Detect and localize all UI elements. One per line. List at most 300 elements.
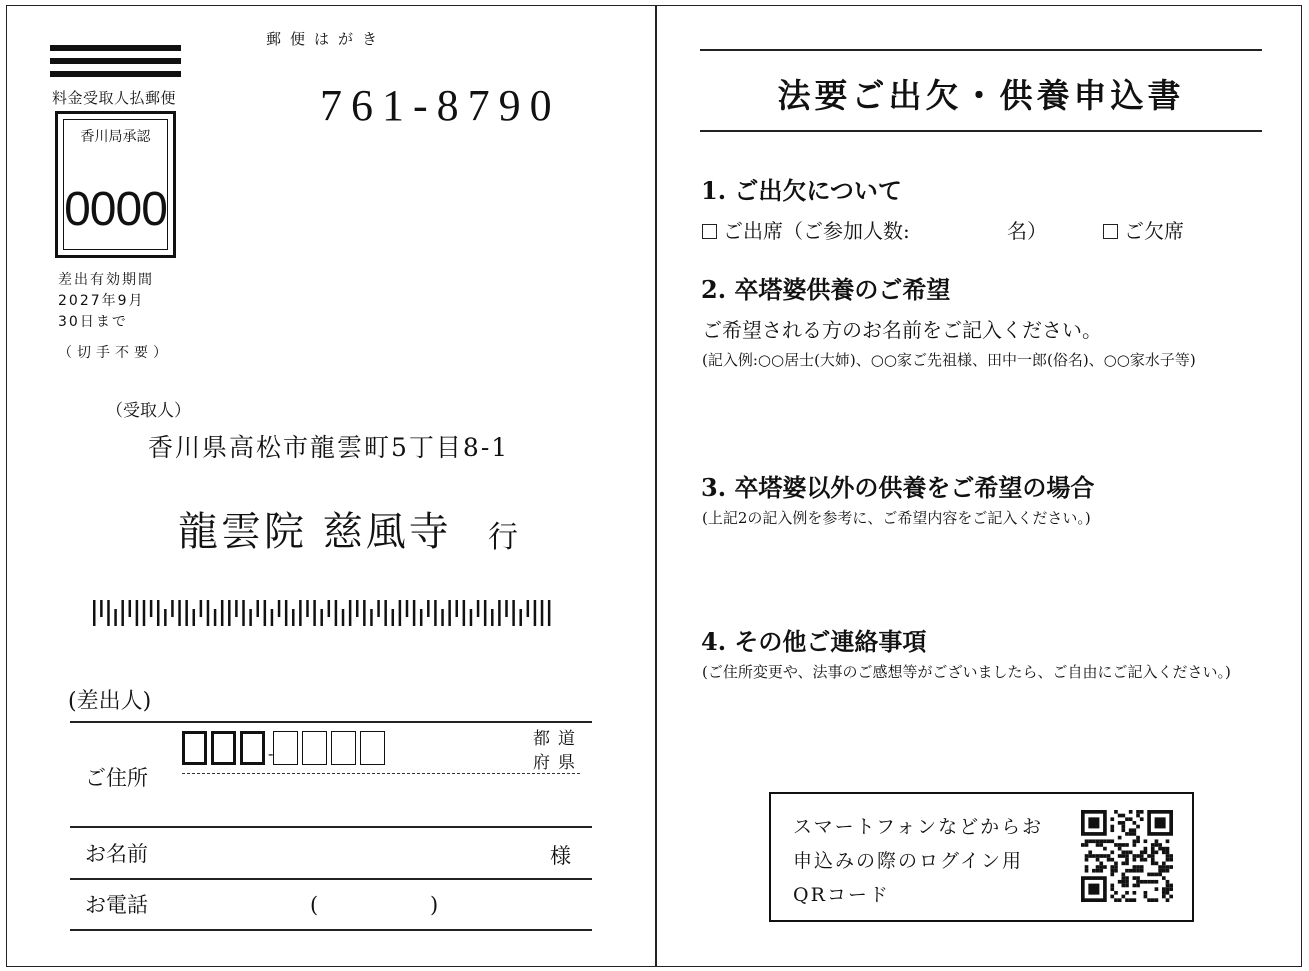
qr-module: [1114, 865, 1118, 869]
barcode-bar: [171, 600, 174, 617]
qr-module: [1133, 843, 1137, 847]
section-heading-sotoba: 2. 卒塔婆供養のご希望: [701, 275, 951, 304]
sender-rule: [70, 929, 592, 931]
qr-caption-line: 申込みの際のログイン用: [793, 850, 1024, 872]
qr-module: [1136, 814, 1140, 818]
postcard-label: 郵便はがき: [266, 30, 387, 48]
qr-module: [1140, 854, 1144, 858]
qr-module: [1103, 854, 1107, 858]
qr-module: [1125, 880, 1129, 884]
qr-module: [1125, 869, 1129, 873]
qr-module: [1081, 843, 1085, 847]
title-rule-bottom: [700, 130, 1262, 132]
attend-option[interactable]: [702, 215, 910, 244]
qr-module: [1121, 884, 1125, 888]
qr-module: [1129, 832, 1133, 836]
section-heading-other-memorial: 3. 卒塔婆以外の供養をご希望の場合: [701, 473, 1095, 502]
qr-module: [1096, 865, 1100, 869]
qr-module: [1166, 858, 1170, 862]
qr-module: [1125, 817, 1129, 821]
qr-module: [1110, 858, 1114, 862]
qr-module: [1133, 884, 1137, 888]
qr-module: [1103, 839, 1107, 843]
qr-module: [1099, 865, 1103, 869]
qr-module: [1107, 839, 1111, 843]
qr-module: [1092, 854, 1096, 858]
notes-note: (ご住所変更や、法事のご感想等がございましたら、ご自由にご記入ください。): [702, 663, 1231, 681]
barcode-bar: [548, 600, 551, 626]
qr-module: [1166, 887, 1170, 891]
qr-module: [1125, 884, 1129, 888]
center-fold-divider: [655, 5, 657, 967]
barcode-bar: [150, 600, 153, 617]
qr-module: [1155, 817, 1166, 828]
qr-module: [1125, 858, 1129, 862]
qr-module: [1129, 850, 1133, 854]
absent-checkbox[interactable]: [1103, 224, 1118, 239]
qr-module: [1155, 839, 1159, 843]
recipient-address: 香川県高松市龍雲町5丁目8-1: [148, 433, 510, 462]
qr-module: [1088, 850, 1092, 854]
qr-module: [1121, 876, 1125, 880]
barcode-bar: [264, 600, 267, 626]
barcode-bar: [136, 600, 139, 626]
barcode-bar: [541, 600, 544, 626]
barcode-bar: [377, 600, 380, 617]
qr-module: [1136, 876, 1140, 880]
qr-module: [1118, 880, 1122, 884]
qr-module: [1144, 880, 1148, 884]
zip-digit-box[interactable]: [360, 731, 385, 765]
other-memorial-note: (上記2の記入例を参考に、ご希望内容をご記入ください。): [702, 509, 1091, 527]
barcode-bar: [313, 600, 316, 626]
qr-module: [1085, 854, 1089, 858]
qr-module: [1140, 880, 1144, 884]
barcode-bar: [406, 600, 409, 617]
qr-module: [1133, 839, 1137, 843]
barcode-bar: [143, 600, 146, 626]
customer-barcode: [93, 600, 555, 626]
barcode-bar: [256, 600, 259, 617]
phone-area-paren-close: ): [430, 893, 439, 917]
qr-module: [1088, 839, 1092, 843]
qr-module: [1166, 839, 1170, 843]
qr-module: [1121, 873, 1125, 877]
qr-module: [1085, 865, 1089, 869]
qr-module: [1133, 832, 1137, 836]
barcode-bar: [392, 609, 395, 626]
barcode-bar: [413, 600, 416, 626]
qr-module: [1118, 854, 1122, 858]
qr-module: [1151, 862, 1155, 866]
absent-option[interactable]: [1103, 215, 1184, 244]
qr-module: [1155, 843, 1159, 847]
qr-module: [1129, 817, 1133, 821]
qr-module: [1125, 876, 1129, 880]
qr-module: [1140, 810, 1144, 814]
qr-module: [1147, 854, 1151, 858]
qr-module: [1133, 828, 1137, 832]
qr-module: [1121, 895, 1125, 899]
qr-module: [1169, 884, 1173, 888]
qr-module: [1096, 858, 1100, 862]
barcode-bar: [328, 600, 331, 617]
permit-stripe: [50, 71, 181, 77]
qr-module: [1125, 898, 1129, 902]
zip-digit-box[interactable]: [182, 731, 207, 765]
qr-module: [1151, 854, 1155, 858]
qr-module: [1136, 865, 1140, 869]
qr-module: [1118, 847, 1122, 851]
validity-line: 差出有効期間: [58, 272, 154, 288]
qr-module: [1118, 821, 1122, 825]
barcode-bar: [463, 600, 466, 626]
barcode-bar: [384, 600, 387, 626]
qr-module: [1125, 850, 1129, 854]
qr-module: [1162, 865, 1166, 869]
title-rule-top: [700, 49, 1262, 51]
barcode-bar: [399, 600, 402, 626]
qr-module: [1169, 895, 1173, 899]
qr-module: [1107, 858, 1111, 862]
qr-module: [1099, 854, 1103, 858]
barcode-bar: [363, 600, 366, 626]
barcode-bar: [178, 600, 181, 626]
barcode-bar: [121, 600, 124, 626]
qr-module: [1088, 854, 1092, 858]
barcode-bar: [214, 609, 217, 626]
qr-module: [1169, 865, 1173, 869]
barcode-bar: [320, 609, 323, 626]
zip-digit-box[interactable]: [240, 731, 265, 765]
barcode-bar: [207, 600, 210, 626]
qr-module: [1133, 865, 1137, 869]
qr-module: [1110, 828, 1114, 832]
barcode-bar: [271, 609, 274, 626]
qr-module: [1110, 817, 1114, 821]
barcode-bar: [228, 600, 231, 626]
qr-module: [1118, 836, 1122, 840]
barcode-bar: [292, 609, 295, 626]
qr-module: [1110, 825, 1114, 829]
barcode-bar: [477, 600, 480, 617]
qr-module: [1096, 839, 1100, 843]
qr-module: [1092, 869, 1096, 873]
qr-module: [1125, 854, 1129, 858]
qr-module: [1129, 810, 1133, 814]
barcode-bar: [129, 600, 132, 617]
barcode-bar: [164, 609, 167, 626]
barcode-bar: [93, 600, 96, 626]
qr-module: [1162, 862, 1166, 866]
barcode-bar: [242, 600, 245, 626]
qr-module: [1151, 847, 1155, 851]
qr-module: [1099, 862, 1103, 866]
barcode-bar: [534, 600, 537, 626]
recipient-label: （受取人）: [106, 401, 191, 421]
barcode-bar: [527, 600, 530, 617]
qr-module: [1133, 854, 1137, 858]
attend-label: ご出席（ご参加人数:: [723, 219, 910, 243]
barcode-bar: [235, 600, 238, 617]
validity-line: 2027年9月: [58, 293, 145, 309]
barcode-bar: [441, 609, 444, 626]
qr-module: [1136, 825, 1140, 829]
qr-module: [1158, 843, 1162, 847]
sotoba-example-note: (記入例:○○居士(大姉)、○○家ご先祖様、田中一郎(俗名)、○○家水子等): [702, 351, 1196, 369]
barcode-bar: [420, 609, 423, 626]
qr-module: [1114, 862, 1118, 866]
qr-module: [1162, 869, 1166, 873]
recipient-name: 龍雲院 慈風寺: [178, 509, 452, 555]
qr-module: [1166, 869, 1170, 873]
qr-module: [1125, 862, 1129, 866]
barcode-bar: [484, 600, 487, 626]
qr-module: [1151, 898, 1155, 902]
qr-login-box: [769, 792, 1194, 922]
qr-code-icon[interactable]: [1081, 810, 1173, 902]
attend-unit: 名）: [1007, 219, 1047, 243]
zip-digit-box[interactable]: [302, 731, 327, 765]
qr-module: [1147, 880, 1151, 884]
qr-module: [1110, 865, 1114, 869]
address-dashed-line: [182, 773, 580, 774]
recipient-zip-code: 761-8790: [320, 81, 561, 130]
qr-module: [1133, 858, 1137, 862]
qr-module: [1129, 828, 1133, 832]
barcode-bar: [370, 609, 373, 626]
qr-module: [1121, 814, 1125, 818]
stamp-number: 0000: [64, 183, 167, 236]
barcode-bar: [306, 600, 309, 617]
qr-module: [1158, 869, 1162, 873]
sender-label: (差出人): [68, 689, 152, 714]
qr-module: [1136, 869, 1140, 873]
barcode-bar: [221, 600, 224, 626]
qr-module: [1144, 839, 1148, 843]
qr-module: [1121, 862, 1125, 866]
barcode-bar: [434, 600, 437, 626]
qr-module: [1151, 850, 1155, 854]
section-heading-notes: 4. その他ご連絡事項: [701, 627, 927, 656]
zip-digit-box[interactable]: [273, 731, 298, 765]
barcode-bar: [491, 609, 494, 626]
qr-module: [1155, 850, 1159, 854]
qr-module: [1121, 880, 1125, 884]
qr-module: [1140, 817, 1144, 821]
qr-module: [1096, 869, 1100, 873]
qr-module: [1133, 898, 1137, 902]
absent-label: ご欠席: [1124, 219, 1184, 243]
qr-module: [1155, 898, 1159, 902]
sender-rule: [70, 878, 592, 880]
qr-module: [1158, 847, 1162, 851]
barcode-bar: [470, 609, 473, 626]
qr-module: [1162, 847, 1166, 851]
qr-module: [1085, 869, 1089, 873]
qr-module: [1144, 891, 1148, 895]
qr-module: [1166, 847, 1170, 851]
barcode-bar: [185, 600, 188, 626]
phone-label: お電話: [85, 893, 148, 917]
zip-dash: -: [268, 744, 274, 763]
qr-module: [1158, 865, 1162, 869]
qr-module: [1162, 891, 1166, 895]
qr-module: [1144, 850, 1148, 854]
stamp-office: 香川局承認: [80, 129, 151, 145]
qr-module: [1166, 880, 1170, 884]
qr-module: [1110, 869, 1114, 873]
validity-period: [58, 270, 154, 333]
qr-module: [1162, 887, 1166, 891]
honorific: 様: [550, 844, 571, 868]
qr-module: [1110, 850, 1114, 854]
qr-module: [1125, 832, 1129, 836]
qr-caption-line: スマートフォンなどからお: [793, 816, 1044, 838]
barcode-bar: [498, 600, 501, 626]
qr-module: [1136, 854, 1140, 858]
barcode-bar: [157, 600, 160, 626]
qr-module: [1151, 880, 1155, 884]
qr-module: [1133, 876, 1137, 880]
qr-module: [1103, 865, 1107, 869]
qr-module: [1140, 858, 1144, 862]
barcode-bar: [107, 600, 110, 626]
barcode-bar: [299, 600, 302, 626]
qr-module: [1136, 836, 1140, 840]
qr-module: [1114, 898, 1118, 902]
barcode-bar: [100, 600, 103, 617]
attend-checkbox[interactable]: [702, 224, 717, 239]
qr-module: [1166, 891, 1170, 895]
name-label: お名前: [85, 842, 148, 866]
qr-module: [1110, 873, 1114, 877]
barcode-bar: [249, 609, 252, 626]
sender-rule: [70, 826, 592, 828]
section-heading-attendance: 1. ご出欠について: [701, 176, 902, 205]
qr-caption-line: QRコード: [793, 884, 890, 906]
barcode-bar: [427, 600, 430, 617]
qr-module: [1144, 858, 1148, 862]
qr-caption: [793, 810, 1043, 912]
qr-module: [1155, 873, 1159, 877]
permit-stripe: [50, 58, 181, 64]
qr-module: [1136, 839, 1140, 843]
qr-module: [1151, 873, 1155, 877]
qr-module: [1125, 891, 1129, 895]
qr-module: [1166, 854, 1170, 858]
barcode-bar: [200, 600, 203, 617]
prefecture-label: [533, 727, 583, 775]
qr-module: [1110, 839, 1114, 843]
barcode-bar: [114, 609, 117, 626]
sotoba-instruction: ご希望される方のお名前をご記入ください。: [702, 318, 1102, 342]
qr-module: [1085, 858, 1089, 862]
qr-module: [1166, 898, 1170, 902]
qr-module: [1118, 898, 1122, 902]
qr-module: [1114, 891, 1118, 895]
qr-module: [1162, 895, 1166, 899]
qr-module: [1099, 843, 1103, 847]
qr-module: [1110, 887, 1114, 891]
qr-module: [1121, 828, 1125, 832]
qr-module: [1155, 887, 1159, 891]
qr-module: [1103, 847, 1107, 851]
qr-module: [1125, 843, 1129, 847]
barcode-bar: [349, 600, 352, 626]
permit-title: 料金受取人払郵便: [52, 89, 177, 107]
barcode-bar: [356, 600, 359, 617]
qr-module: [1099, 839, 1103, 843]
qr-module: [1169, 887, 1173, 891]
barcode-bar: [193, 609, 196, 626]
phone-area-paren-open: (: [310, 893, 319, 917]
recipient-suffix: 行: [488, 520, 518, 555]
qr-module: [1155, 880, 1159, 884]
qr-module: [1136, 884, 1140, 888]
form-title: 法要ご出欠・供養申込書: [777, 76, 1185, 115]
barcode-bar: [455, 600, 458, 617]
qr-module: [1088, 817, 1099, 828]
qr-module: [1121, 821, 1125, 825]
sender-rule: [70, 721, 592, 723]
zip-digit-box[interactable]: [331, 731, 356, 765]
qr-module: [1140, 850, 1144, 854]
qr-module: [1107, 854, 1111, 858]
qr-module: [1129, 898, 1133, 902]
qr-module: [1085, 839, 1089, 843]
qr-module: [1166, 865, 1170, 869]
barcode-bar: [448, 600, 451, 626]
qr-module: [1140, 869, 1144, 873]
qr-module: [1121, 843, 1125, 847]
qr-module: [1118, 843, 1122, 847]
qr-module: [1166, 850, 1170, 854]
qr-module: [1147, 898, 1151, 902]
qr-module: [1158, 873, 1162, 877]
qr-module: [1166, 884, 1170, 888]
qr-module: [1151, 858, 1155, 862]
qr-module: [1133, 869, 1137, 873]
barcode-bar: [285, 600, 288, 626]
qr-module: [1169, 858, 1173, 862]
qr-module: [1114, 869, 1118, 873]
qr-module: [1162, 876, 1166, 880]
qr-module: [1092, 839, 1096, 843]
qr-module: [1169, 854, 1173, 858]
qr-module: [1088, 884, 1099, 895]
prefecture-line: 府県: [533, 753, 583, 773]
barcode-bar: [505, 600, 508, 617]
qr-module: [1155, 862, 1159, 866]
qr-module: [1133, 891, 1137, 895]
qr-module: [1140, 865, 1144, 869]
qr-module: [1099, 869, 1103, 873]
qr-module: [1110, 895, 1114, 899]
barcode-bar: [519, 609, 522, 626]
qr-module: [1121, 854, 1125, 858]
address-label: ご住所: [85, 766, 148, 790]
zip-digit-box[interactable]: [211, 731, 236, 765]
qr-module: [1162, 850, 1166, 854]
qr-module: [1096, 843, 1100, 847]
no-stamp-note: （切手不要）: [58, 345, 172, 361]
qr-module: [1121, 850, 1125, 854]
qr-module: [1110, 884, 1114, 888]
qr-module: [1121, 825, 1125, 829]
qr-module: [1118, 814, 1122, 818]
permit-stripe: [50, 45, 181, 51]
